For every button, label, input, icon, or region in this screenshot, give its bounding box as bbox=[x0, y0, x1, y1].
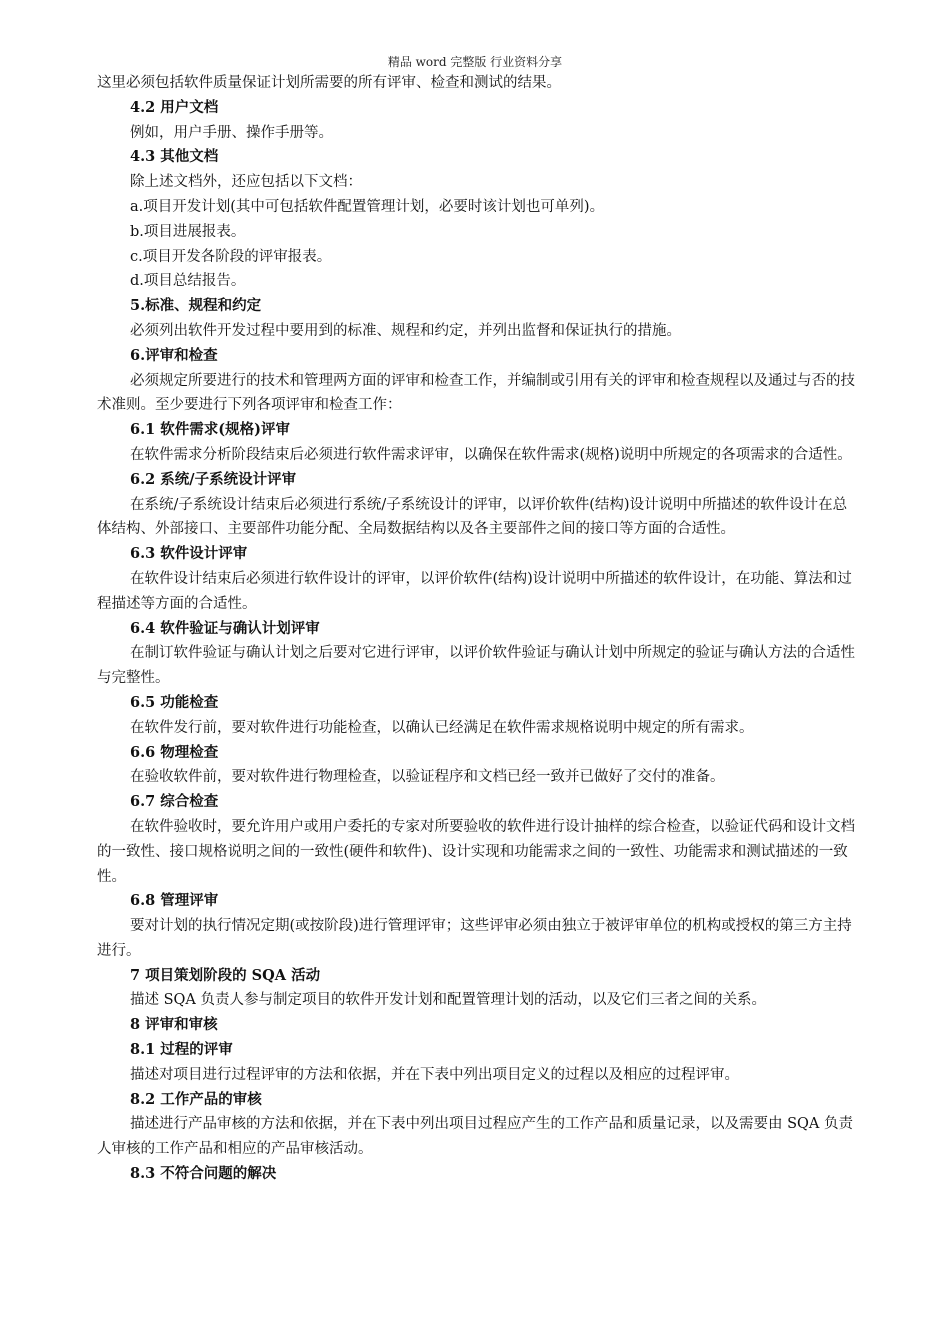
paragraph: 在系统/子系统设计结束后必须进行系统/子系统设计的评审，以评价软件(结构)设计说明中所描述的软件设计在总体结构、外部接口、主要部件功能分配、全局数据结构以及各主要部件之间的接口等方面的合适性。 bbox=[97, 496, 848, 538]
section-heading: 8.2 工作产品的审核 bbox=[130, 1090, 262, 1108]
paragraph: 在软件需求分析阶段结束后必须进行软件需求评审，以确保在软件需求(规格)说明中所规定的各项需求的合适性。 bbox=[130, 446, 852, 463]
section-heading: 4.3 其他文档 bbox=[130, 148, 219, 166]
section-heading: 4.2 用户文档 bbox=[130, 98, 219, 116]
paragraph: 这里必须包括软件质量保证计划所需要的所有评审、检查和测试的结果。 bbox=[97, 75, 561, 91]
paragraph: c.项目开发各阶段的评审报表。 bbox=[130, 248, 332, 265]
paragraph: 必须规定所要进行的技术和管理两方面的评审和检查工作，并编制或引用有关的评审和检查规程以及通过与否的技术准则。至少要进行下列各项评审和检查工作： bbox=[97, 372, 855, 414]
page-header: 精品 word 完整版 行业资料分享 bbox=[387, 55, 563, 69]
section-heading: 6.2 系统/子系统设计评审 bbox=[130, 470, 297, 488]
section-heading: 8 评审和审核 bbox=[130, 1016, 218, 1034]
section-heading: 5.标准、规程和约定 bbox=[130, 297, 262, 315]
section-heading: 7 项目策划阶段的 SQA 活动 bbox=[130, 966, 321, 984]
section-heading: 6.3 软件设计评审 bbox=[130, 545, 248, 563]
paragraph: d.项目总结报告。 bbox=[130, 273, 246, 290]
paragraph: 在软件发行前，要对软件进行功能检查，以确认已经满足在软件需求规格说明中规定的所有需求。 bbox=[130, 719, 754, 736]
section-heading: 8.3 不符合问题的解决 bbox=[130, 1165, 277, 1183]
section-heading: 8.1 过程的评审 bbox=[130, 1041, 233, 1059]
paragraph: 必须列出软件开发过程中要用到的标准、规程和约定，并列出监督和保证执行的措施。 bbox=[130, 322, 681, 339]
section-heading: 6.5 功能检查 bbox=[130, 693, 219, 711]
paragraph: 描述进行产品审核的方法和依据，并在下表中列出项目过程应产生的工作产品和质量记录，以及需要由 SQA 负责人审核的工作产品和相应的产品审核活动。 bbox=[97, 1116, 854, 1158]
section-heading: 6.8 管理评审 bbox=[130, 892, 219, 910]
document-body bbox=[97, 71, 857, 1187]
paragraph: 在软件验收时，要允许用户或用户委托的专家对所要验收的软件进行设计抽样的综合检查，以验证代码和设计文档的一致性、接口规格说明之间的一致性(硬件和软件)、设计实现和功能需求之间的一致性、功能需求和测试描述的一致性。 bbox=[97, 818, 855, 885]
paragraph: 在软件设计结束后必须进行软件设计的评审，以评价软件(结构)设计说明中所描述的软件设计，在功能、算法和过程描述等方面的合适性。 bbox=[97, 570, 852, 612]
section-heading: 6.评审和检查 bbox=[130, 346, 218, 364]
paragraph: 在验收软件前，要对软件进行物理检查，以验证程序和文档已经一致并已做好了交付的准备。 bbox=[130, 769, 725, 786]
paragraph: 除上述文档外，还应包括以下文档： bbox=[130, 174, 362, 191]
paragraph: 在制订软件验证与确认计划之后要对它进行评审，以评价软件验证与确认计划中所规定的验证与确认方法的合适性与完整性。 bbox=[97, 645, 855, 687]
paragraph: 描述 SQA 负责人参与制定项目的软件开发计划和配置管理计划的活动，以及它们三者之间的关系。 bbox=[130, 992, 767, 1009]
section-heading: 6.7 综合检查 bbox=[130, 793, 219, 811]
paragraph: 要对计划的执行情况定期(或按阶段)进行管理评审；这些评审必须由独立于被评审单位的机构或授权的第三方主持进行。 bbox=[97, 918, 852, 959]
section-heading: 6.1 软件需求(规格)评审 bbox=[130, 421, 290, 439]
section-heading: 6.4 软件验证与确认计划评审 bbox=[130, 619, 320, 637]
paragraph: 描述对项目进行过程评审的方法和依据，并在下表中列出项目定义的过程以及相应的过程评审。 bbox=[130, 1066, 739, 1083]
paragraph: 例如，用户手册、操作手册等。 bbox=[130, 124, 333, 141]
section-heading: 6.6 物理检查 bbox=[130, 743, 219, 761]
paragraph: a.项目开发计划(其中可包括软件配置管理计划，必要时该计划也可单列)。 bbox=[130, 198, 605, 215]
paragraph: b.项目进展报表。 bbox=[130, 223, 246, 240]
